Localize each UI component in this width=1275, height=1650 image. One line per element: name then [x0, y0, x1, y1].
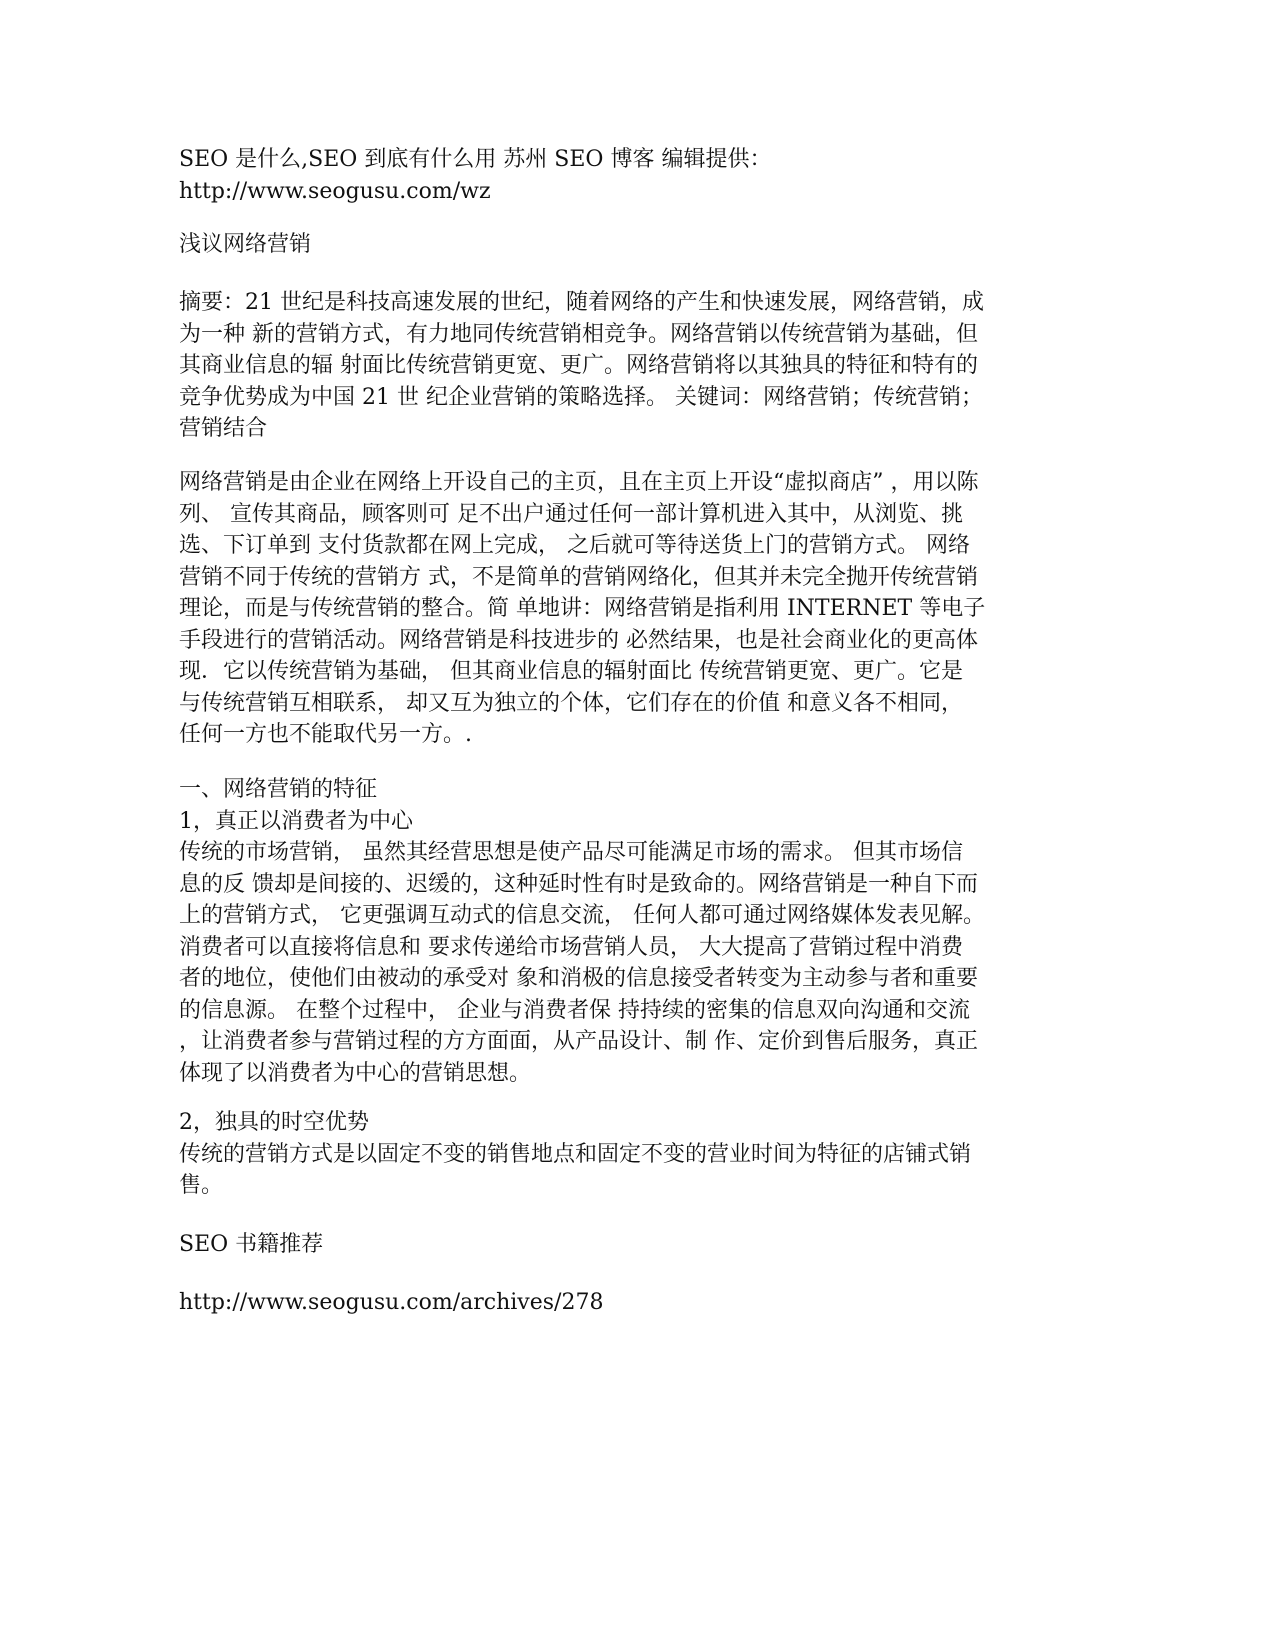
section-line: 体现了以消费者为中心的营销思想。 [179, 1060, 532, 1086]
article-title-text: 浅议网络营销 [179, 232, 312, 257]
section-features [179, 774, 1049, 1089]
footer-link-block [179, 1287, 1049, 1319]
header-line: SEO 是什么,SEO 到底有什么用 苏州 SEO 博客 编辑提供： [179, 147, 772, 172]
header-block [179, 144, 1049, 207]
abstract-paragraph [179, 287, 1049, 445]
abstract-line: 竞争优势成为中国 21 世 纪企业营销的策略选择。 关键词：网络营销；传统营销； [179, 384, 983, 410]
section-line: 传统的营销方式是以固定不变的销售地点和固定不变的营业时间为特征的店铺式销 [179, 1141, 972, 1167]
body-line: 列、 宣传其商品，顾客则可 足不出户通过任何一部计算机进入其中，从浏览、挑 [179, 501, 963, 527]
body-line: 现．它以传统营销为基础， 但其商业信息的辐射面比 传统营销更宽、更广。它是 [179, 659, 963, 684]
subsection-heading: 2，独具的时空优势 [179, 1110, 369, 1135]
body-line: 营销不同于传统的营销方 式，不是简单的营销网络化，但其并未完全抛开传统营销 [179, 564, 978, 590]
section-line: 息的反 馈却是间接的、迟缓的，这种延时性有时是致命的。网络营销是一种自下而 [179, 871, 978, 897]
section-time-space [179, 1107, 1049, 1202]
books-label: SEO 书籍推荐 [179, 1232, 324, 1257]
section-line: 者的地位，使他们由被动的承受对 象和消极的信息接受者转变为主动参与者和重要 [179, 966, 978, 991]
books-recommendation [179, 1229, 1049, 1261]
section-line: ，让消费者参与营销过程的方方面面，从产品设计、制 作、定价到售后服务，真正 [179, 1029, 978, 1054]
section-line: 上的营销方式， 它更强调互动式的信息交流， 任何人都可通过网络媒体发表见解。 [179, 903, 985, 928]
body-line: 手段进行的营销活动。网络营销是科技进步的 必然结果，也是社会商业化的更高体 [179, 627, 978, 653]
body-line: 选、下订单到 支付货款都在网上完成， 之后就可等待送货上门的营销方式。 网络 [179, 533, 970, 558]
body-line: 理论，而是与传统营销的整合。简 单地讲：网络营销是指利用 INTERNET 等电子 [179, 596, 986, 621]
article-title [179, 229, 1049, 261]
abstract-line: 其商业信息的辐 射面比传统营销更宽、更广。网络营销将以其独具的特征和特有的 [179, 353, 978, 378]
abstract-line: 摘要：21 世纪是科技高速发展的世纪，随着网络的产生和快速发展，网络营销，成 [179, 290, 984, 315]
body-line: 网络营销是由企业在网络上开设自己的主页，且在主页上开设“虚拟商店” ，用以陈 [179, 470, 979, 495]
section-line: 的信息源。 在整个过程中， 企业与消费者保 持持续的密集的信息双向沟通和交流 [179, 997, 970, 1023]
section-heading: 一、网络营销的特征 [179, 777, 378, 802]
section-line: 消费者可以直接将信息和 要求传递给市场营销人员， 大大提高了营销过程中消费 [179, 934, 963, 960]
footer-url: http://www.seogusu.com/archives/278 [179, 1290, 604, 1315]
subsection-heading: 1，真正以消费者为中心 [179, 808, 413, 834]
header-url: http://www.seogusu.com/wz [179, 178, 491, 204]
section-line: 售。 [179, 1173, 224, 1198]
body-line: 任何一方也不能取代另一方。. [179, 722, 472, 747]
abstract-line: 营销结合 [179, 416, 268, 441]
body-line: 与传统营销互相联系， 却又互为独立的个体，它们存在的价值 和意义各不相同， [179, 690, 963, 716]
body-paragraph [179, 467, 1049, 751]
abstract-line: 为一种 新的营销方式，有力地同传统营销相竞争。网络营销以传统营销为基础，但 [179, 321, 978, 347]
section-line: 传统的市场营销， 虽然其经营思想是使产品尽可能满足市场的需求。 但其市场信 [179, 840, 963, 865]
